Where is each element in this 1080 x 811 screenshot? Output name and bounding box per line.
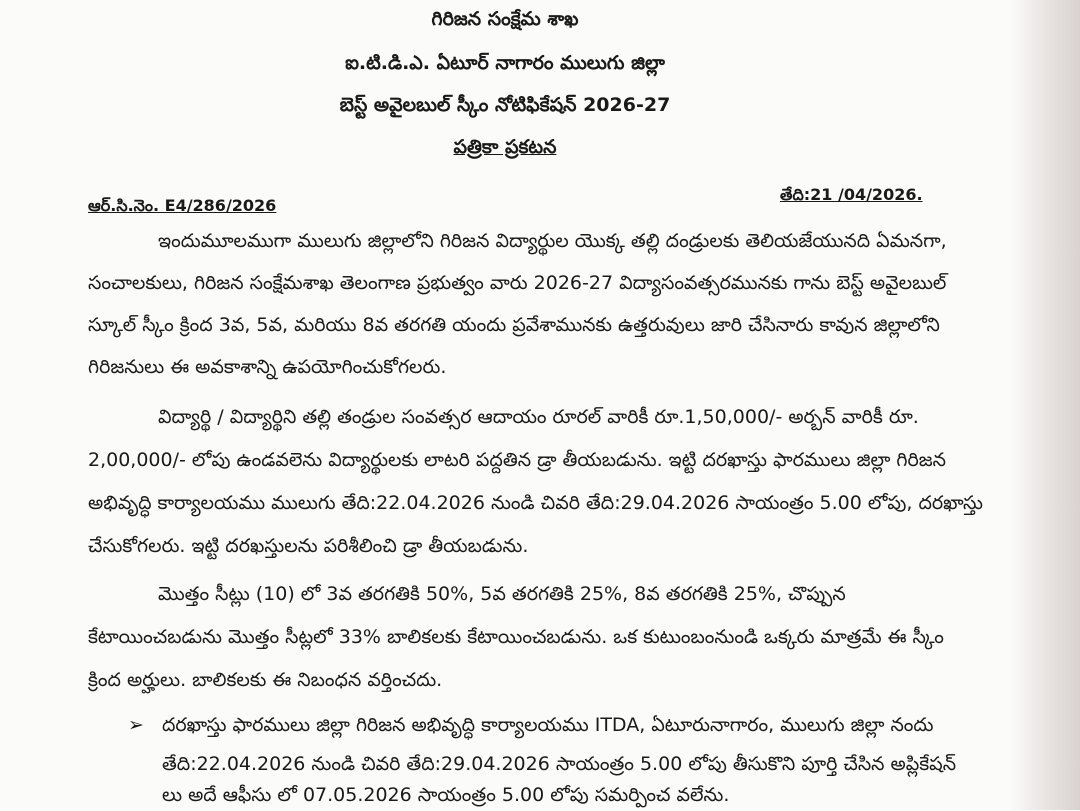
body-line: కేటాయించబడును మొత్తం సీట్లలో 33% బాలికలకు కేటాయించబడును. ఒక కుటుంబంనుండి ఒక్కరు మాత్రమే ఈ స్కీం (88, 626, 944, 648)
document-date: తేది:21 /04/2026. (780, 185, 923, 204)
department-heading: గిరిజన సంక్షేమ శాఖ (431, 8, 579, 30)
body-line: క్రింద అర్హులు. బాలికలకు ఈ నిబంధన వర్తించదు. (88, 669, 443, 691)
bullet-line: దరఖాస్తు ఫారములు జిల్లా గిరిజన అభివృద్ధి కార్యాలయము ITDA, ఏటూరునాగారం, ములుగు జిల్లా నందు (162, 714, 934, 736)
body-line: సంచాలకులు, గిరిజన సంక్షేమశాఖ తెలంగాణ ప్రభుత్వం వారు 2026-27 విద్యాసంవత్సరమునకు గాను బెస్ట్ అవైలబుల్ (88, 272, 947, 294)
body-line: మొత్తం సీట్లు (10) లో 3వ తరగతికి 50%, 5వ తరగతికి 25%, 8వ తరగతికి 25%, చొప్పున (158, 583, 846, 605)
bullet-arrow-icon: ➢ (128, 714, 144, 736)
body-line: అభివృద్ధి కార్యాలయము ములుగు తేది:22.04.2026 నుండి చివరి తేది:29.04.2026 సాయంత్రం 5.00 లోపు, దరఖాస్తు (88, 492, 983, 514)
body-line: విద్యార్థి / విద్యార్థిని తల్లి తండ్రుల సంవత్సర ఆదాయం రూరల్ వారికీ రూ.1,50,000/- అర్బన్ వారికీ రూ. (158, 406, 919, 428)
body-line: గిరిజనులు ఈ అవకాశాన్ని ఉపయోగించుకోగలరు. (88, 356, 447, 378)
bullet-line: తేది:22.04.2026 నుండి చివరి తేది:29.04.2026 సాయంత్రం 5.00 లోపు తీసుకొని పూర్తి చేసిన అప్లికేషన్ (162, 753, 957, 775)
body-line: ఇందుమూలముగా ములుగు జిల్లాలోని గిరిజన విద్యార్థుల యొక్క తల్లి దండ్రులకు తెలియజేయునది ఏమనగా, (158, 230, 947, 252)
body-line: స్కూల్ స్కీం క్రింద 3వ, 5వ, మరియు 8వ తరగతి యందు ప్రవేశామునకు ఉత్తరువులు జారి చేసినారు కావున జిల్లాలోని (88, 314, 940, 336)
office-heading: ఐ.టి.డి.ఎ. ఏటూర్ నాగారం ములుగు జిల్లా (345, 52, 665, 74)
reference-number: ఆర్.సి.నెం. E4/286/2026 (88, 196, 277, 215)
page-edge-shadow (1010, 0, 1080, 810)
body-line: చేసుకోగలరు. ఇట్టి దరఖస్తులను పరిశీలించి డ్రా తీయబడును. (88, 535, 529, 557)
bullet-line: లు అదే ఆఫీసు లో 07.05.2026 సాయంత్రం 5.00 లోపు సమర్పించ వలేను. (162, 784, 730, 806)
notification-heading: బెస్ట్ అవైలబుల్ స్కీం నోటిఫికేషన్ 2026-27 (339, 94, 671, 116)
press-release-title: పత్రికా ప్రకటన (453, 136, 557, 158)
body-line: 2,00,000/- లోపు ఉండవలెను విద్యార్థులకు లాటరి పద్దతిన డ్రా తీయబడును. ఇట్టి దరఖాస్తు ఫారములు జిల్లా గిరిజన (88, 449, 946, 471)
